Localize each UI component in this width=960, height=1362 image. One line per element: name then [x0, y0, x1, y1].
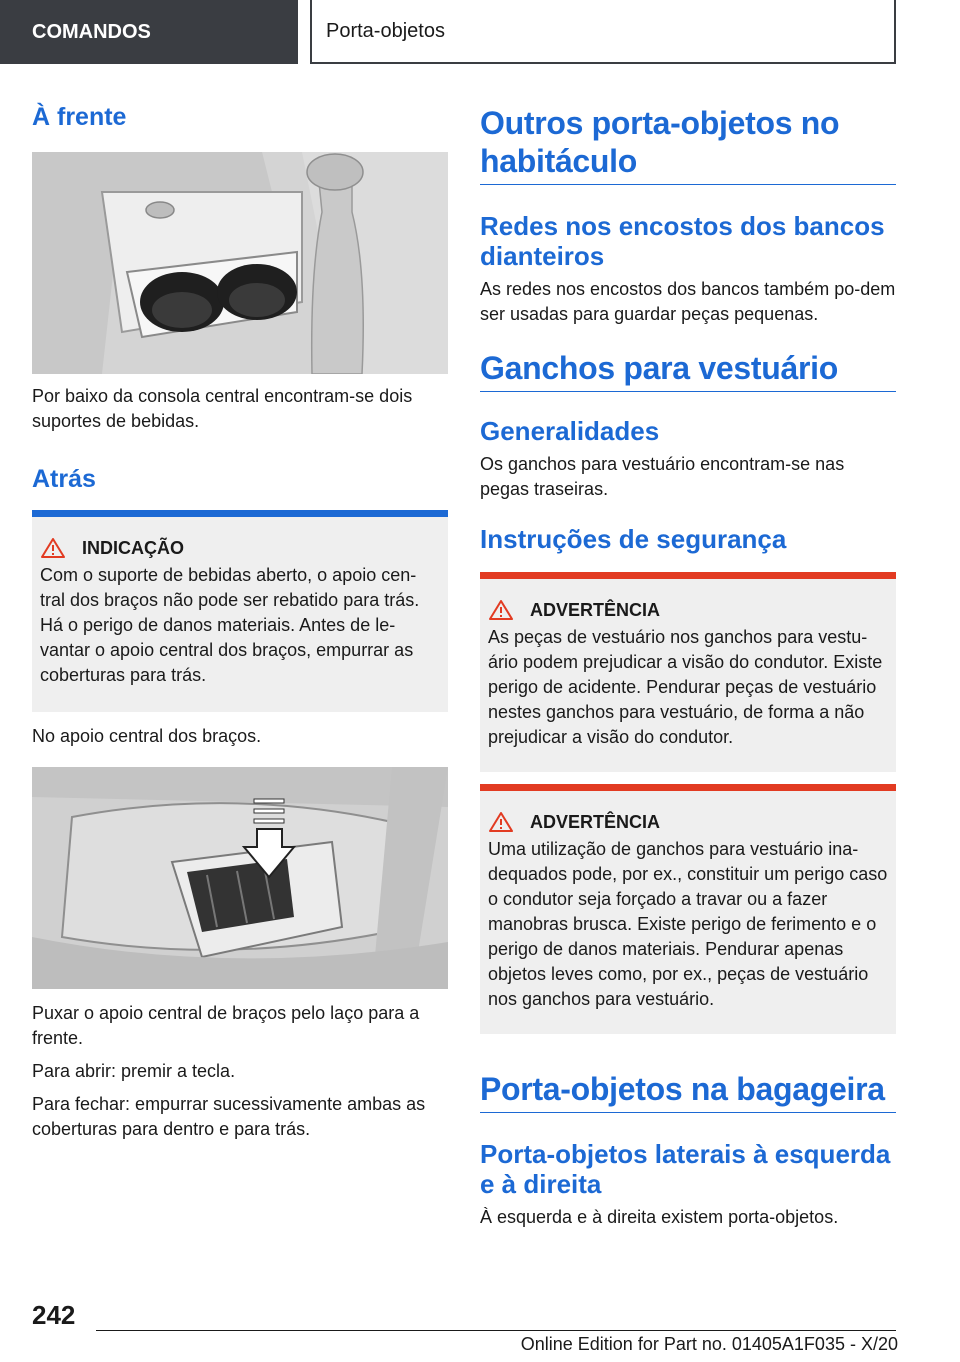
note-title-row	[40, 537, 440, 559]
section-label: COMANDOS	[32, 20, 151, 43]
warning-2-title: ADVERTÊNCIA	[530, 811, 661, 832]
warning-1-text: As peças de vestuário nos ganchos para vestu-ário podem prejudicar a visão do condutor. Existe perigo de acidente. Pendurar peças de vestuário nestes ganchos para vestuário, de forma a não prejudicar a visão do condutor.	[488, 627, 883, 747]
armrest-photo	[32, 767, 448, 989]
warning-1-title: ADVERTÊNCIA	[530, 599, 661, 620]
pull-text: Puxar o apoio central de braços pelo laço para a frente.	[32, 1003, 420, 1048]
close-text: Para fechar: empurrar sucessivamente ambas as coberturas para dentro e para trás.	[32, 1094, 426, 1139]
front-text: Por baixo da consola central encontram-se dois suportes de bebidas.	[32, 386, 413, 431]
warning-box-1	[480, 572, 896, 772]
warning-2-text: Uma utilização de ganchos para vestuário ina-dequados pode, por ex., constituir um perigo caso o condutor seja forçado a travar ou a fazer manobras brusca. Existe perigo de ferimento e o perigo de danos materiais. Pendurar apenas objetos leves como, por ex., peças de vestuário nos ganchos para vestuário.	[488, 839, 888, 1009]
warning-triangle-icon	[40, 537, 66, 559]
warning-2-title-row	[488, 811, 888, 833]
luggage-heading: Porta-objetos na bagageira	[480, 1070, 896, 1113]
other-storage-heading: Outros porta-objetos no habitáculo	[480, 104, 896, 185]
left-column	[32, 96, 448, 1142]
cupholder-photo	[32, 152, 448, 374]
warning-triangle-icon	[488, 599, 514, 621]
note-box	[32, 510, 448, 712]
rear-heading: Atrás	[32, 465, 96, 493]
general-heading: Generalidades	[480, 416, 660, 446]
topic-tab	[310, 0, 896, 64]
side-storage-text: À esquerda e à direita existem porta-objetos.	[480, 1207, 839, 1227]
nets-text: As redes nos encostos dos bancos também po-dem ser usadas para guardar peças pequenas.	[480, 279, 896, 324]
note-text: Com o suporte de bebidas aberto, o apoio cen-tral dos braços não pode ser rebatido para trás. Há o perigo de danos materiais. Antes de le-vantar o apoio central dos braços, empurrar as coberturas para trás.	[40, 565, 420, 685]
edition-footer: Online Edition for Part no. 01405A1F035 - X/20	[520, 1334, 898, 1354]
armrest-text: No apoio central dos braços.	[32, 726, 262, 746]
footer-divider	[96, 1330, 896, 1331]
warning-1-title-row	[488, 599, 888, 621]
general-text: Os ganchos para vestuário encontram-se nas pegas traseiras.	[480, 454, 845, 499]
section-tab	[0, 0, 298, 64]
warning-box-2	[480, 784, 896, 1034]
nets-heading: Redes nos encostos dos bancos dianteiros	[480, 211, 885, 271]
warning-triangle-icon	[488, 811, 514, 833]
side-storage-heading: Porta-objetos laterais à esquerda e à direita	[480, 1139, 891, 1199]
page-number: 242	[32, 1300, 76, 1330]
topic-label: Porta-objetos	[326, 19, 445, 42]
open-text: Para abrir: premir a tecla.	[32, 1061, 236, 1081]
safety-heading: Instruções de segurança	[480, 524, 787, 554]
front-heading: À frente	[32, 103, 127, 131]
hooks-heading: Ganchos para vestuário	[480, 349, 896, 392]
right-column	[480, 96, 896, 1230]
note-title: INDICAÇÃO	[82, 537, 184, 558]
